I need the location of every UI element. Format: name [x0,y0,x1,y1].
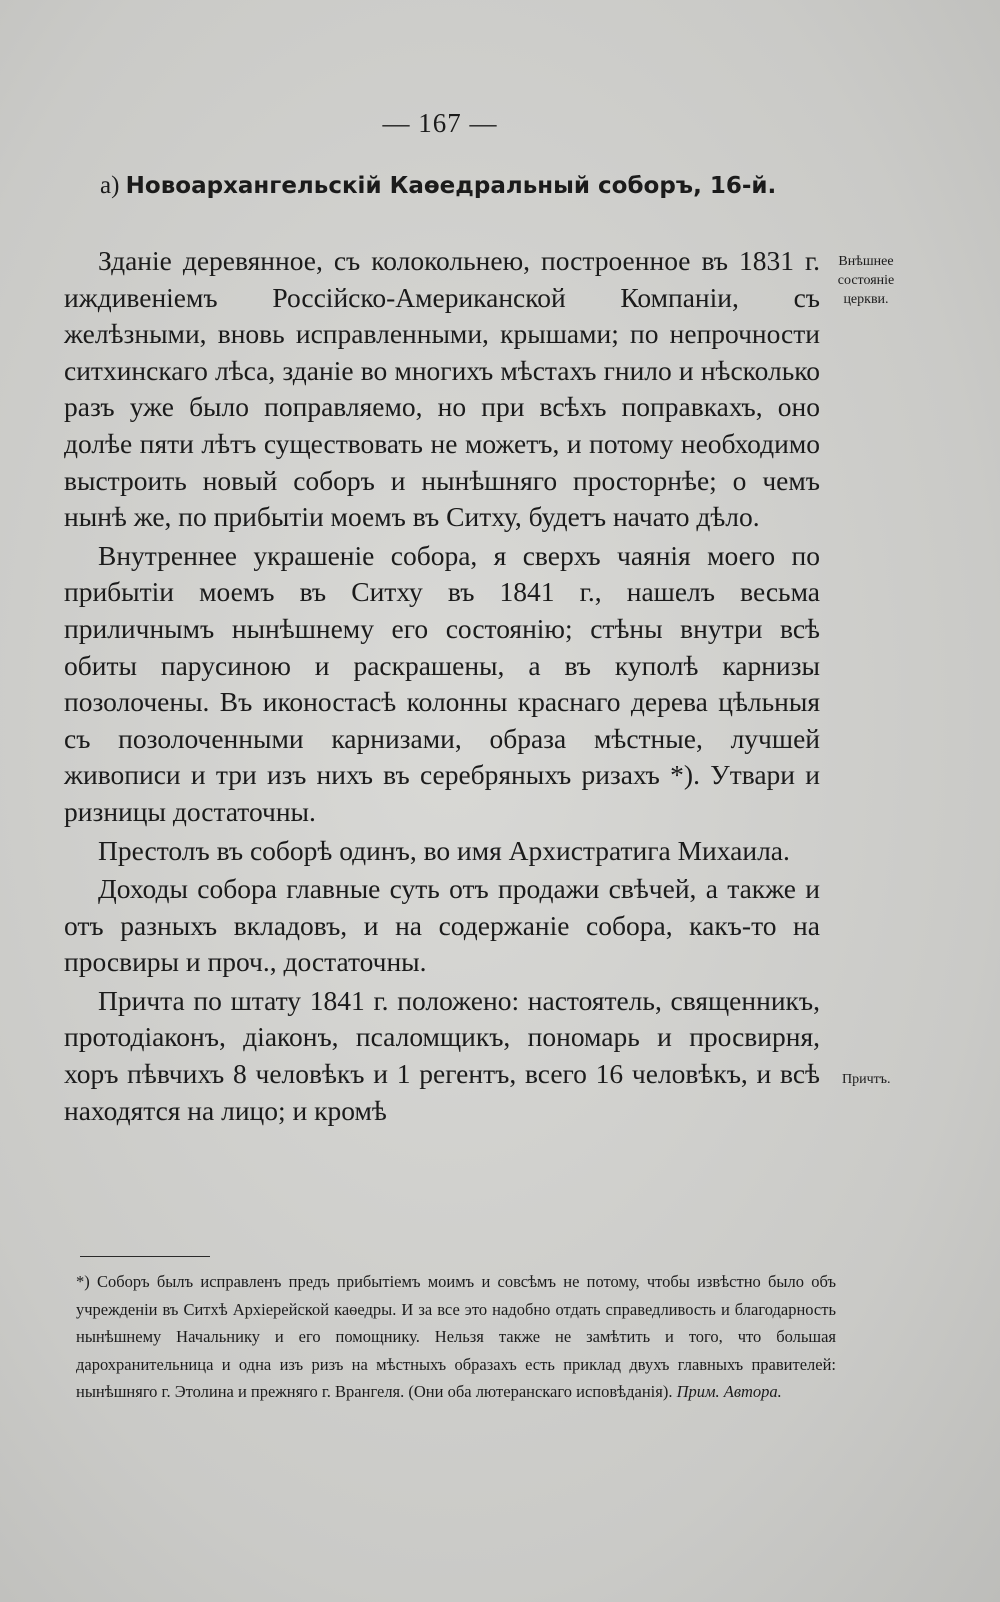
paragraph-clergy: Причта по штату 1841 г. положено: настоятель, священникъ, протодіаконъ, діаконъ, псаломщикъ, пономарь и просвирня, хоръ пѣвчихъ 8 человѣкъ и 1 регентъ, всего 16 человѣкъ, и всѣ находятся на лицо; и кромѣ [64,984,820,1126]
body-text [64,243,820,1129]
footnote-attribution: Прим. Автора. [676,1382,782,1401]
paragraph-interior: Внутреннее украшеніе собора, я сверхъ чаянія моего по прибытіи моемъ въ Ситху въ 1841 г., нашелъ весьма приличнымъ нынѣшнему его состоянію; стѣны внутри всѣ обиты парусиною и раскрашены, а въ куполѣ карнизы позолочены. Въ иконостасѣ колонны краснаго дерева цѣльныя съ позолоченными карнизами, образа мѣстные, лучшей живописи и три изъ нихъ въ серебряныхъ ризахъ *). Утвари и ризницы достаточны. [64,539,820,827]
margin-note-clergy: Причтъ. [842,1072,891,1087]
paragraph-exterior: Зданіе деревянное, съ колокольнею, построенное въ 1831 г. иждивеніемъ Россійско-Американской Компаніи, съ желѣзными, вновь исправленными, крышами; по непрочности ситхинскаго лѣса, зданіе во многихъ мѣстахъ гнило и нѣсколько разъ уже было поправляемо, но при всѣхъ поправкахъ, оно долѣе пяти лѣтъ существовать не можетъ, и потому необходимо выстроить новый соборъ и нынѣшняго просторнѣе; о чемъ нынѣ же, по прибытіи моемъ въ Ситху, будетъ начато дѣло. [64,245,820,533]
page-number: — 167 — [382,108,498,138]
footnote-text: *) Соборъ былъ исправленъ предъ прибытіемъ моимъ и совсѣмъ не потому, чтобы извѣстно было объ учрежденіи въ Ситхѣ Архіерейской каѳедры. И за все это надобно отдать справедливость и благодарность нынѣшнему Начальнику и его помощнику. Нельзя также не замѣтить и того, что большая дарохранительница и одна изъ ризъ на мѣстныхъ образахъ есть приклад двухъ главныхъ правителей: нынѣшняго г. Этолина и прежняго г. Врангеля. (Они оба лютеранскаго исповѣданія). [76,1272,836,1401]
paragraph-altar: Престолъ въ соборѣ одинъ, во имя Архистратига Михаила. [98,834,790,866]
section-title: Новоархангельскій Каѳедральный соборъ, 16-й. [125,173,777,199]
section-marker: а) [100,172,120,199]
paragraph-income: Доходы собора главные суть отъ продажи свѣчей, а также и отъ разныхъ вкладовъ, и на содержаніе собора, какъ-то на просвиры и проч., достаточны. [64,873,820,978]
section-heading [100,172,820,200]
footnote-divider [80,1256,210,1257]
footnote [76,1268,836,1406]
margin-note-exterior: Внѣшнее состояніе церкви. [837,254,895,307]
